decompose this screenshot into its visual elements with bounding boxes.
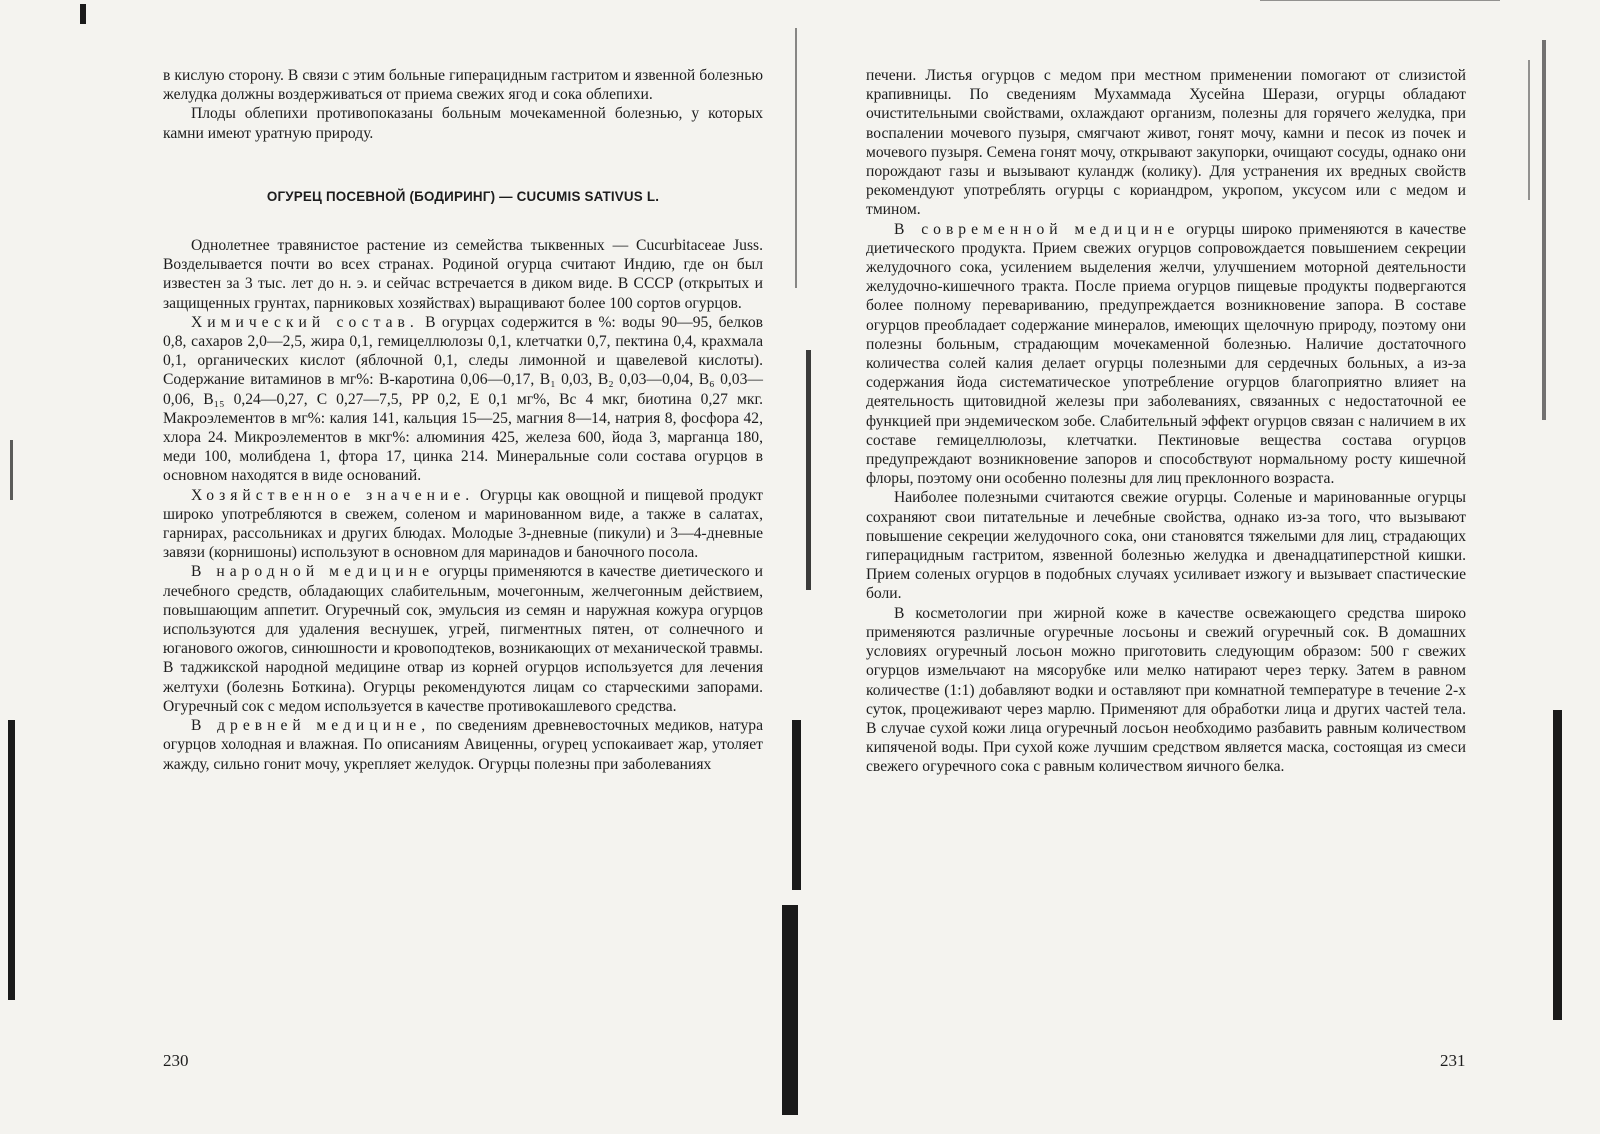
spaced-lead: В народной медицине (191, 563, 434, 581)
paragraph (163, 562, 763, 716)
scan-artifact (8, 720, 15, 1000)
spaced-lead: В современной медицине (894, 220, 1180, 238)
scan-artifact (1542, 40, 1546, 420)
scan-artifact (1553, 710, 1562, 1020)
paragraph (163, 716, 763, 774)
spaced-lead: В древней медицине, (191, 717, 431, 735)
scan-artifact (80, 4, 86, 24)
paragraph (163, 313, 763, 486)
paragraph (163, 486, 763, 563)
paragraph: печени. Листья огурцов с медом при местном применении помогают от слизистой крапивницы. По сведениям Мухаммада Хусейна Шерази, огурцы обладают очистительными свойствами, охлаждают организм, полезны для горячего желудка, при воспалении мочевого пузыря, смягчают живот, гонят мочу, камни и песок из почек и мочевого пузыря. Семена гонят мочу, открывают закупорки, очищают сосуды, однако они порождают газы и вызывают куландж (колику). Для устранения их вредных свойств рекомендуют употреблять огурцы с кориандром, укропом, уксусом или с медом и тмином. (866, 67, 1466, 219)
paragraph (866, 220, 1466, 489)
paragraph: Наиболее полезными считаются свежие огурцы. Соленые и маринованные огурцы сохраняют свои питательные и лечебные свойства, однако из-за того, что вызывают повышение секреции желудочного сока, они становятся тяжелыми для лиц, страдающих гиперацидным гастритом, язвенной болезнью желудка и двенадцатиперстной кишки. Прием соленых огурцов в подобных случаях усиливает изжогу и вызывает спастические боли. (866, 489, 1466, 603)
scan-artifact (782, 905, 798, 1115)
page-number: 230 (163, 1051, 189, 1070)
scan-artifact (1528, 60, 1530, 200)
section-heading: ОГУРЕЦ ПОСЕВНОЙ (БОДИРИНГ) — CUCUMIS SATIVUS L. (266, 188, 660, 204)
scan-artifact (1260, 0, 1500, 1)
paragraph-text: огурцы широко применяются в качестве диетического продукта. Прием свежих огурцов сопровождается повышением секреции желудочного сока, усилением выделения желчи, улучшением моторной деятельности желудочно-кишечного тракта. После приема огурцов пищевые продукты подвергаются более полному перевариванию, предупреждается возникновение запора. В составе огурцов преобладает содержание минералов, имеющих щелочную природу, поэтому они полезны больным, страдающим мочекаменной болезнью. Наличие достаточного количества солей калия делает огурцы полезными для сердечных больных, а из-за содержания йода систематическое употребление огурцов благоприятно влияет на деятельность щитовидной железы при заболеваниях, связанных с недостаточной ее функцией при эндемическом зобе. Слабительный эффект огурцов связан с наличием в их составе гемицеллюлозы, клетчатки. Пектиновые вещества состава огурцов предупреждают возникновение запоров и способствуют нормальному росту кишечной флоры, поэтому они особенно полезны для лиц преклонного возраста. (866, 220, 1467, 488)
paragraph-text: Огурцы как овощной и пищевой продукт широко употребляются в свежем, соленом и маринованном виде, а также в салатах, гарнирах, рассольниках и других блюдах. Молодые 3-дневные (пикули) и 3—4-дневные завязи (корнишоны) используют в основном для маринадов и баночного посола. (163, 486, 763, 562)
scan-artifact (806, 350, 811, 590)
left-page (163, 66, 763, 774)
spaced-lead: Хозяйственное значение. (191, 486, 475, 504)
paragraph: Плоды облепихи противопоказаны больным мочекаменной болезнью, у которых камни имеют уратную природу. (163, 105, 763, 142)
paragraph-text: по сведениям древневосточных медиков, натура огурцов холодная и влажная. По описаниям Авиценны, огурец успокаивает жар, утоляет жажду, сильно гонит мочу, укрепляет желудок. Огурцы полезны при заболеваниях (163, 717, 763, 773)
paragraph-text: В огурцах содержится в %: воды 90—95, белков 0,8, сахаров 2,0—2,5, жира 0,1, гемицеллюлозы 0,1, клетчатки 0,7, пектина 0,4, крахмала 0,1, органических кислот (яблочной 0,1, следы лимонной и щавелевой кислоты). Содержание витаминов в мг%: В-каротина 0,06—0,17, B₁ 0,03, B₂ 0,03—0,04, B₆ 0,03—0,06, B₁₅ 0,24—0,27, C 0,27—7,5, PP 0,2, E 0,1 мг%, Bc 4 мкг, биотина 0,27 мкг. Макроэлементов в мг%: калия 141, кальция 15—25, магния 8—14, натрия 8, фосфора 42, хлора 24. Микроэлементов в мкг%: алюминия 425, железа 600, йода 3, марганца 180, меди 100, молибдена 1, фтора 17, цинка 214. Минеральные соли состава огурцов в основном находятся в виде оснований. (163, 313, 763, 485)
right-page (866, 66, 1466, 777)
paragraph: Однолетнее травянистое растение из семейства тыквенных — Cucurbitaceae Juss. Возделывается почти во всех странах. Родиной огурца считают Индию, где он был известен за 3 тыс. лет до н. э. и сейчас встречается в диком виде. В СССР (открытых и защищенных грунтах, парниковых хозяйствах) выращивают более 100 сортов огурцов. (163, 237, 763, 312)
page-number: 231 (1440, 1051, 1466, 1070)
paragraph: В косметологии при жирной коже в качестве освежающего средства широко применяются различные огуречные лосьоны и свежий огуречный сок. В домашних условиях огуречный лосьон можно приготовить следующим образом: 500 г свежих огурцов измельчают на мясорубке или мелко натирают через терку. Затем в равном количестве (1:1) добавляют водки и оставляют при комнатной температуре в течение 2-х суток, процеживают через марлю. Применяют для обработки лица и других частей тела. В случае сухой кожи лица огуречный лосьон необходимо разбавить равным количеством кипяченой воды. При сухой коже лучшим средством является маска, состоящая из смеси свежего огуречного сока с равным количеством яичного белка. (866, 604, 1466, 776)
spaced-lead: Химический состав. (191, 313, 419, 331)
scan-artifact (795, 28, 797, 288)
scan-artifact (792, 720, 801, 890)
paragraph: в кислую сторону. В связи с этим больные гиперацидным гастритом и язвенной болезнью желудка должны воздерживаться от приема свежих ягод и сока облепихи. (163, 67, 763, 104)
scan-artifact (10, 440, 13, 500)
paragraph-text: огурцы применяются в качестве диетического и лечебного средств, обладающих слабительным, мочегонным, желчегонным действием, повышающим аппетит. Огуречный сок, эмульсия из семян и наружная кожура огурцов используются для удаления веснушек, угрей, пигментных пятен, от солнечного и юганового ожогов, синюшности и кровоподтеков, возникающих от механической травмы. В таджикской народной медицине отвар из корней огурцов используется для лечения желтухи (болезнь Боткина). Огурцы рекомендуются лицам со старческими запорами. Огуречный сок с медом используется в качестве противокашлевого средства. (163, 563, 763, 715)
